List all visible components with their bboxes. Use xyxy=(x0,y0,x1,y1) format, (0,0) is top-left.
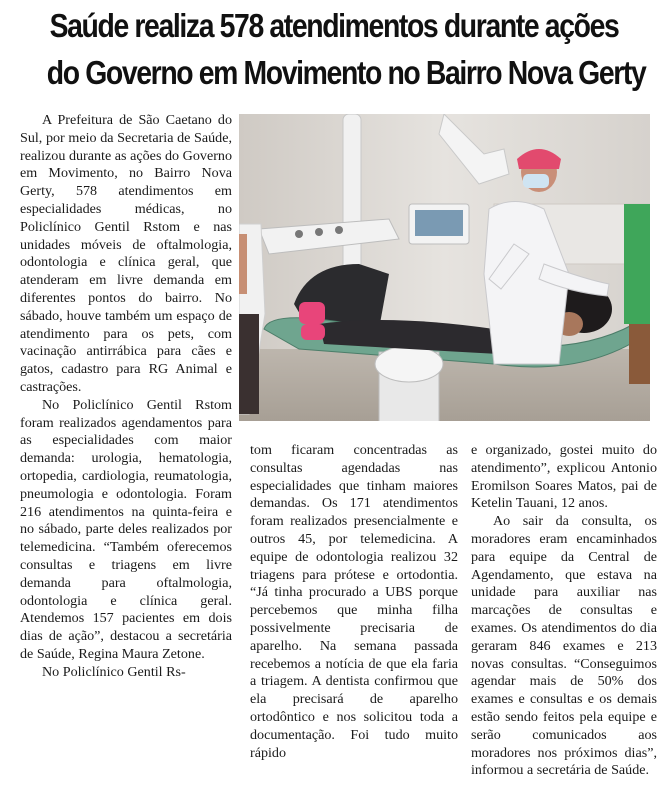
paragraph-agendamento: Ao sair da consulta, os moradores eram encaminhados para equipe da Central de Agendamento, que estava na unidade para auxiliar nas marcações de consultas e exames. Os atendimentos do dia geraram 846 exames e 213 novas consultas. “Conseguimos agendar mais de 50% dos exames e consultas e os demais estão sendo feitos pela equipe e serão comunicados aos moradores nos próximos dias”, informou a secretária de Saúde. xyxy=(471,513,657,779)
text-column-2 xyxy=(250,442,458,762)
text-column-1 xyxy=(20,112,232,682)
paragraph-policlinico: No Policlínico Gentil Rstom foram realizados agendamentos para as especialidades com maior demanda: urologia, hematologia, ortopedia, cardiologia, reumatologia, pneumologia e odontologia. Foram 216 atendimentos na quinta-feira e no sábado, parte deles realizados por telemedicina. “Também oferecemos consultas e triagens em livre demanda para oftalmologia, odontologia e clínica geral. Atendemos 157 pacientes em dois dias de ação”, destacou a secretária de Saúde, Regina Maura Zetone. xyxy=(20,396,232,662)
text-column-3 xyxy=(471,442,657,780)
paragraph-intro: A Prefeitura de São Caetano do Sul, por meio da Secretaria de Saúde, realizou durante as ações do Governo em Movimento, no Bairro Nova Gerty, 578 atendimentos em especialidades médicas, no Policlínico Gentil Rstom e nas unidades móveis de oftalmologia, odontologia e clínica geral, que atenderam em livre demanda em diferentes pontos do bairro. No sábado, houve também um espaço de atendimento para os pets, com vacinação antirrábica para cães e gatos, cadastro para RG Animal e castrações. xyxy=(20,112,232,395)
paragraph-consultas-continued: tom ficaram concentradas as consultas agendadas nas especialidades que tinham maiores demandas. Os 171 atendimentos foram realizados presencialmente e outros 45, por telemedicina. A equipe de odontologia realizou 32 triagens para prótese e ortodontia. “Já tinha procurado a UBS porque percebemos que minha filha possivelmente precisaria de aparelho. Na semana passada recebemos a notícia de que ela faria a triagem. A dentista confirmou que ela precisará de aparelho ortodôntico e nos solicitou toda a documentação. Foi tudo muito rápido xyxy=(250,442,458,761)
dental-clinic-photo xyxy=(239,114,650,421)
paragraph-consultas-end: e organizado, gostei muito do atendimento”, explicou Antonio Eromilson Soares Matos, pai de Ketelin Tauani, 12 anos. xyxy=(471,442,657,512)
paragraph-consultas-start: No Policlínico Gentil Rs- xyxy=(42,663,186,680)
headline-line-1: Saúde realiza 578 atendimentos durante ações xyxy=(49,7,619,44)
article-headline xyxy=(46,2,646,96)
headline-line-2: do Governo em Movimento no Bairro Nova Gerty xyxy=(46,54,646,91)
